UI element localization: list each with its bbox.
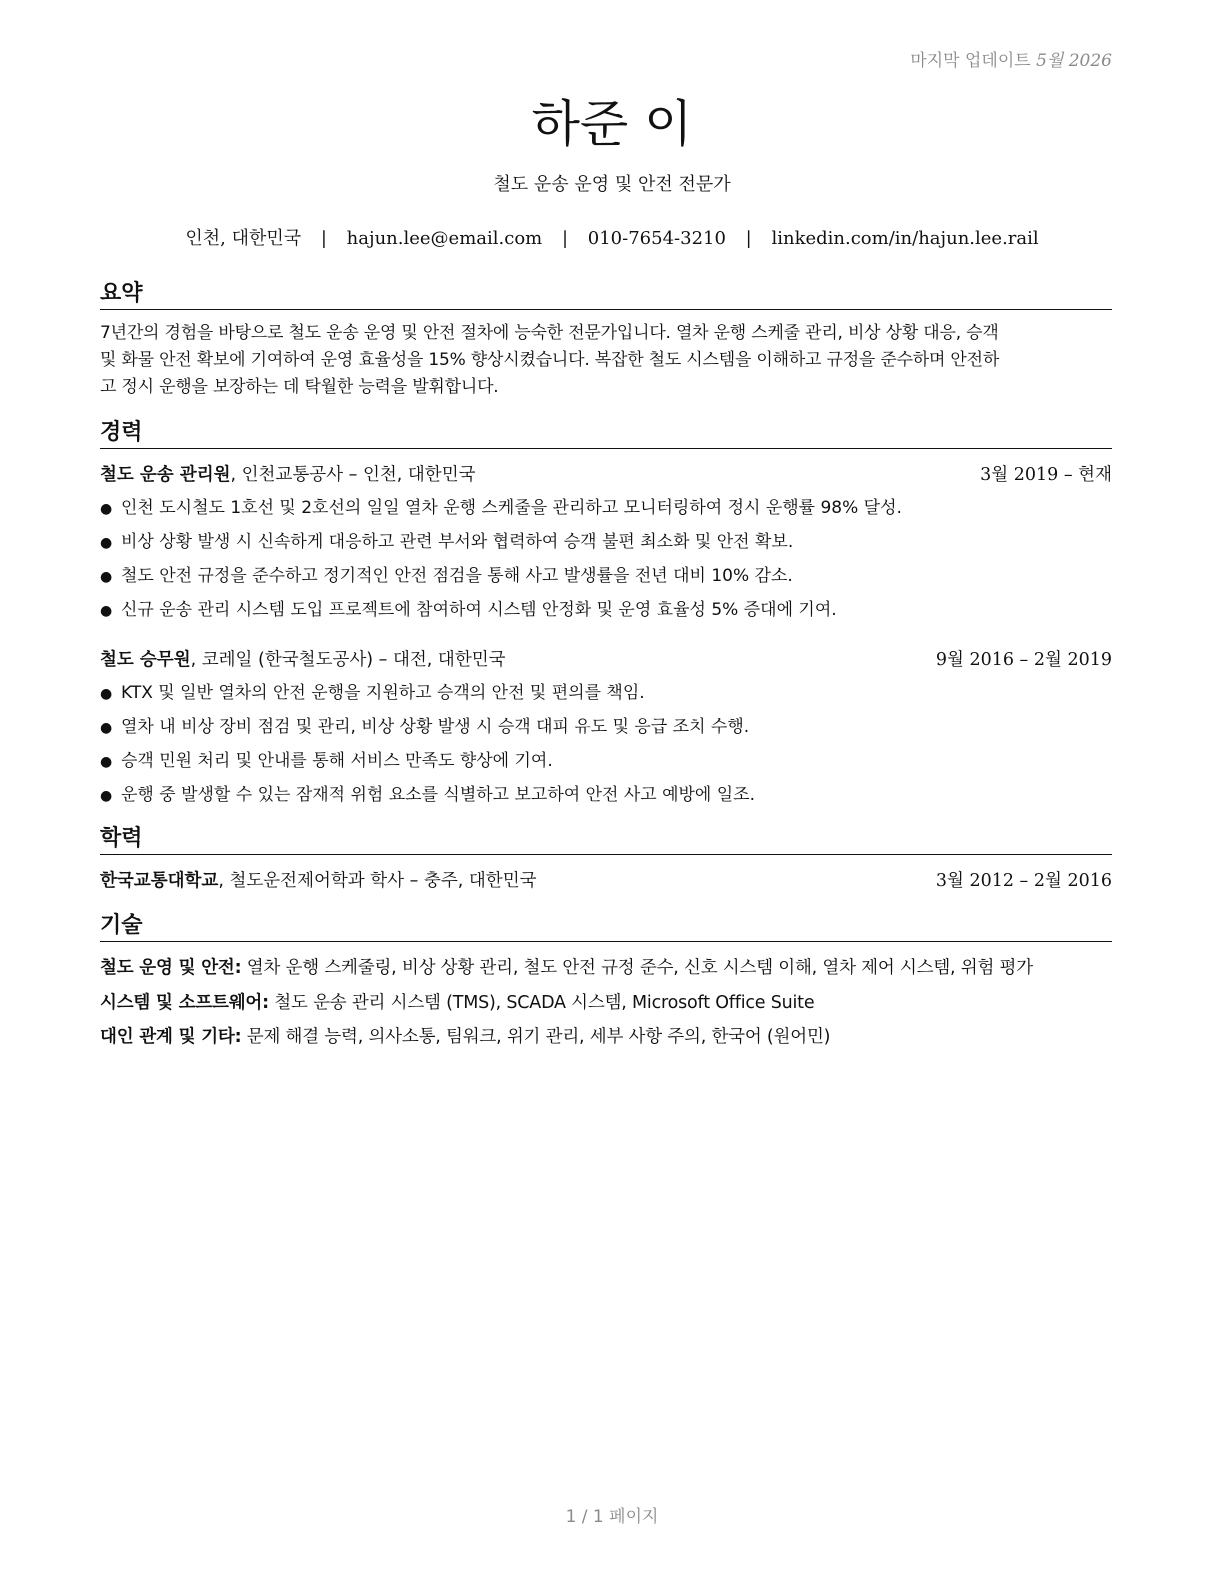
contact-line xyxy=(0,224,1224,250)
bullet-icon: ● xyxy=(100,535,113,551)
job-header xyxy=(100,646,1112,671)
job-role-org xyxy=(100,461,476,486)
last-updated-label: 마지막 업데이트 xyxy=(910,51,1031,71)
job-bullet-text: 운행 중 발생할 수 있는 잠재적 위험 요소를 식별하고 보고하여 안전 사고 예방에 일조. xyxy=(121,785,756,805)
job-bullet xyxy=(100,561,1112,586)
job-dates: 9월 2016 – 2월 2019 xyxy=(935,650,1112,670)
skill-value: 열차 운행 스케줄링, 비상 상황 관리, 철도 안전 규정 준수, 신호 시스템 이해, 열차 제어 시스템, 위험 평가 xyxy=(241,958,1033,978)
summary-line: 및 화물 안전 확보에 기여하여 운영 효율성을 15% 향상시켰습니다. 복잡한 철도 시스템을 이해하고 규정을 준수하며 안전하 xyxy=(100,350,1000,370)
job-bullet-text: 열차 내 비상 장비 점검 및 관리, 비상 상황 발생 시 승객 대피 유도 및 응급 조치 수행. xyxy=(121,717,750,737)
job-bullet-text: KTX 및 일반 열차의 안전 운행을 지원하고 승객의 안전 및 편의를 책임. xyxy=(121,683,645,703)
education-detail: , 철도운전제어학과 학사 – 충주, 대한민국 xyxy=(218,871,537,891)
job-bullet xyxy=(100,746,1112,771)
job-bullet xyxy=(100,678,1112,703)
education-entry xyxy=(100,867,1112,892)
bullet-icon: ● xyxy=(100,686,113,702)
job-role: 철도 승무원 xyxy=(100,650,191,670)
education-school: 한국교통대학교 xyxy=(100,871,219,891)
job-dates: 3월 2019 – 현재 xyxy=(980,465,1112,485)
contact-separator: | xyxy=(320,228,327,249)
job-bullet-text: 승객 민원 처리 및 안내를 통해 서비스 만족도 향상에 기여. xyxy=(121,751,553,771)
last-updated-date: 5월 2026 xyxy=(1036,51,1112,71)
skill-line xyxy=(100,989,1112,1014)
job-header xyxy=(100,461,1112,486)
skill-line xyxy=(100,1023,1112,1048)
section-heading-education: 학력 xyxy=(100,821,1112,855)
skill-label: 대인 관계 및 기타: xyxy=(100,1027,242,1047)
education-dates: 3월 2012 – 2월 2016 xyxy=(935,871,1112,891)
section-heading-skills: 기술 xyxy=(100,908,1112,942)
skill-value: 문제 해결 능력, 의사소통, 팀워크, 위기 관리, 세부 사항 주의, 한국어 (원어민) xyxy=(241,1027,831,1047)
skill-line xyxy=(100,954,1112,979)
summary-line: 7년간의 경험을 바탕으로 철도 운송 운영 및 안전 절차에 능숙한 전문가입니다. 열차 운행 스케줄 관리, 비상 상황 대응, 승객 xyxy=(100,323,999,343)
contact-email[interactable]: hajun.lee@email.com xyxy=(346,228,543,249)
section-heading-experience: 경력 xyxy=(100,415,1112,449)
skill-label: 철도 운영 및 안전: xyxy=(100,958,242,978)
bullet-icon: ● xyxy=(100,720,113,736)
bullet-icon: ● xyxy=(100,788,113,804)
job-bullet xyxy=(100,493,1112,518)
job-bullet xyxy=(100,712,1112,737)
section-heading-summary: 요약 xyxy=(100,276,1112,310)
contact-linkedin[interactable]: linkedin.com/in/hajun.lee.rail xyxy=(771,228,1039,249)
job-bullet-text: 신규 운송 관리 시스템 도입 프로젝트에 참여하여 시스템 안정화 및 운영 효율성 5% 증대에 기여. xyxy=(121,600,837,620)
bullet-icon: ● xyxy=(100,603,113,619)
job-role-org xyxy=(100,646,506,671)
bullet-icon: ● xyxy=(100,501,113,517)
job-bullet-text: 비상 상황 발생 시 신속하게 대응하고 관련 부서와 협력하여 승객 불편 최소화 및 안전 확보. xyxy=(121,532,794,552)
contact-separator: | xyxy=(745,228,752,249)
bullet-icon: ● xyxy=(100,754,113,770)
job-bullet-text: 인천 도시철도 1호선 및 2호선의 일일 열차 운행 스케줄을 관리하고 모니터링하여 정시 운행률 98% 달성. xyxy=(121,498,902,518)
page-number: 1 / 1 페이지 xyxy=(565,1507,659,1527)
job-role: 철도 운송 관리원 xyxy=(100,465,231,485)
summary-line: 고 정시 운행을 보장하는 데 탁월한 능력을 발휘합니다. xyxy=(100,377,499,397)
contact-phone: 010-7654-3210 xyxy=(587,228,726,249)
bullet-icon: ● xyxy=(100,569,113,585)
last-updated xyxy=(910,46,1112,71)
contact-separator: | xyxy=(561,228,569,249)
education-school-detail xyxy=(100,867,537,892)
job-org: , 인천교통공사 – 인천, 대한민국 xyxy=(230,465,476,485)
job-bullet xyxy=(100,780,1112,805)
summary-text xyxy=(100,320,1112,401)
job-org: , 코레일 (한국철도공사) – 대전, 대한민국 xyxy=(190,650,506,670)
contact-location: 인천, 대한민국 xyxy=(185,228,302,249)
skill-value: 철도 운송 관리 시스템 (TMS), SCADA 시스템, Microsoft Office Suite xyxy=(268,993,815,1013)
skill-label: 시스템 및 소프트웨어: xyxy=(100,993,269,1013)
candidate-title: 철도 운송 운영 및 안전 전문가 xyxy=(493,174,731,195)
job-bullet-text: 철도 안전 규정을 준수하고 정기적인 안전 점검을 통해 사고 발생률을 전년 대비 10% 감소. xyxy=(121,566,793,586)
job-bullet xyxy=(100,595,1112,620)
candidate-name: 하준 이 xyxy=(531,95,693,153)
job-bullet xyxy=(100,527,1112,552)
